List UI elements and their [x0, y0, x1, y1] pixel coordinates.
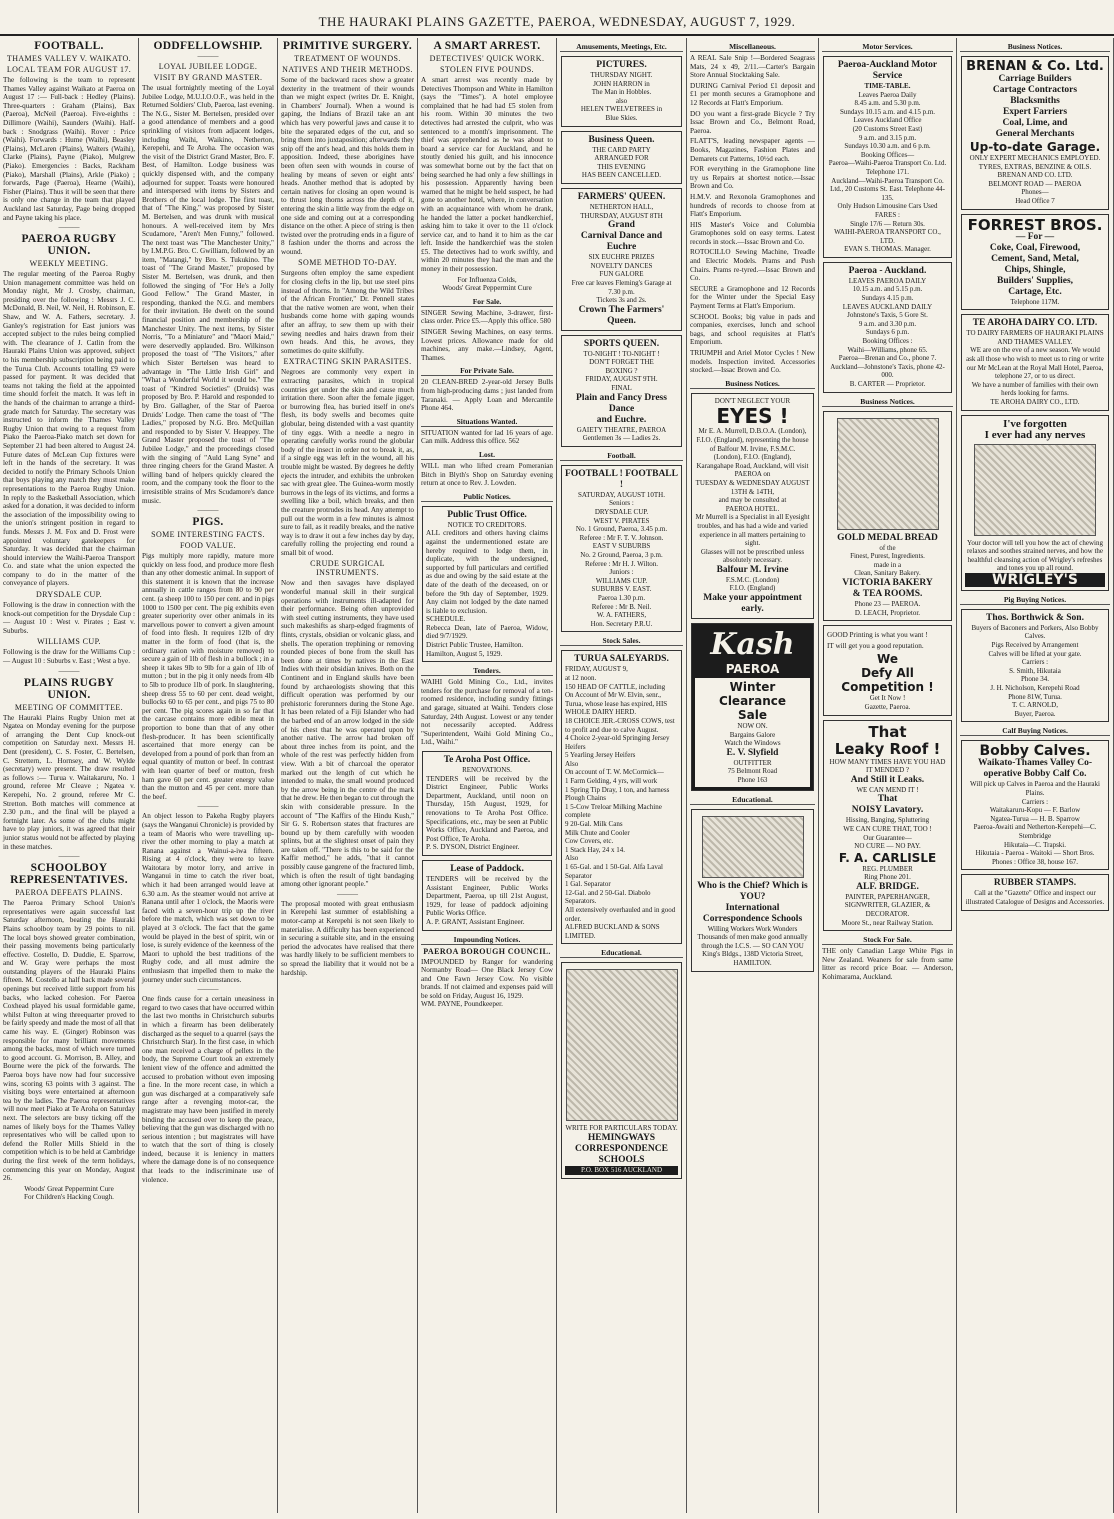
arrest-heading: A SMART ARREST.: [433, 40, 541, 52]
ics-body: Willing Workers Work Wonders Thousands of men make good annually through the I.C.S. — SO CAN YOU King's Bldgs., 138D Victoria Street, HAMILTON.: [697, 924, 808, 967]
paddock-lease-ad: [422, 860, 552, 931]
carnival-dance-heading: Grand Carnival Dance and Euchre: [580, 220, 663, 253]
singer-ad-1: SINGER Sewing Machine, 3-drawer, first-class order. Price £5.—Apply this office. 580: [421, 308, 553, 326]
paeroa-auckland-ad: [823, 262, 952, 393]
kash-body: NOW ON. Bargains Galore Watch the Windows: [724, 722, 781, 748]
fancy-dress-heading: Plain and Fancy Dress Dance and Euchre.: [576, 392, 667, 425]
wrigleys-ad: [961, 415, 1109, 591]
educational-section: Educational.: [560, 948, 683, 958]
pig-buying-section: Pig Buying Notices.: [960, 595, 1110, 605]
oddfellowship-body: The usual fortnightly meeting of the Loyal Jubilee Lodge, M.U.I.O.O.F., was held in the Returned Soldiers' Club, Paeroa, last evening. The N.G., Sister M. Bertelsen, presided over a good attendance of members and a good sprinkling of visitors from adjacent lodges, including Waihi, Waikino, Netherton, Kerepehi, and Te Aroha. The occasion was the visit of the District Grand Master, Bro. F. Best, of Hamilton. Lodge business was quickly dispensed with, and the company adjourned for supper. Toasts were honoured and interspersed with items by Sisters and Brothers of the local lodge. The first toast, that of "The King," was proposed by Sister M. Bertelsen, and was drunk with musical honours. A well-received item by Mrs Scudamore, "Aren't Men Funny," followed. The next toast was "The Manchester Unity," by I.M.P.G. Bro. C. Gwilliam, followed by an item, "Matangi," by Bro. S. Tukukino. The toast of "The Grand Master," proposed by Sister M. Bertelsen, was drunk, and then followed the singing of "For He's a Jolly Good Fellow." The Grand Master, in responding, thanked the N.G. and members for their invitation. He dwelt on the sound financial position and membership of the Manchester Unity. The next items, by Sister Norris, "To a Miniature" and "Maori Maid," were deservedly applauded. Bro. Wilkinson proposed the toast of "The Visitors," after which Sister Bertelsen was heard to advantage in "The Little Irish Girl" and "What a Wonderful World it would be." The toast of "Kindred Societies" (Druids) was proposed by Bro. P. Harold and responded to by Bro. Gallagher, of the Star of Paeroa Druids' Lodge. Then came the toast of "The Ladies," proposed by N.G. Bro. McQuillan and responded to by Sister V. Heappey. The Grand Master proposed the toast of "The Jubilee Lodge," and the proceedings closed with the singing of "Auld Lang Syne" and three ringing cheers for the Grand Master. A willing band of helpers quickly cleared the room, and the company took the floor to the irresistible strains of Mrs Scudamore's dance music.: [142, 84, 274, 505]
dairy-co-body: TO DAIRY FARMERS OF HAURAKI PLAINS AND THAMES VALLEY. WE are on the eve of a new season. We would ask all those who wish to meet us to ring or write our Mr McLean at the Royal Mall Hotel, Paeroa, telephone 27, or to us direct. We have a number of families with their own herds looking for farms. TE AROHA DAIRY CO., LTD.: [966, 329, 1104, 406]
forrest-phone: Telephone 117M.: [1010, 297, 1060, 306]
farmers-queen-body: NETHERTON HALL, THURSDAY, AUGUST 8TH: [580, 202, 663, 220]
garage-heading: Up-to-date Garage.: [969, 140, 1101, 154]
schoolboy-body: The Paeroa Primary School Union's representatives were again successful last Saturday afternoon, beating the Hauraki Plains schoolboy team by 29 points to nil. The local boys showed greater combination, their passing movements being particularly effective. Costello, D. Duddie, E. Sparrow, and W. Gray were perhaps the most outstanding players of the Hauraki Plains fifteen. M. Costello at half back made several openings but received little support from his backs, who lacked cohesion. For Paeroa Coxhead played his usual formidable game, whilst Fulton at wing threequarter proved to be fairly speedy and made the most of all that came his way. E. (Ginger) Robinson was responsible for many brilliant movements among the backs, most of which were turned to good account. G. Morrison, B. Alley, and Bourne were the pick of the forwards. The Paeroa boys have now had four successive wins, scoring 63 points with 3 against. The visiting boys were entertained at afternoon tea by the ladies. The Paeroa representatives will now meet Piako at Te Aroha on Saturday next. The selectors are busy ticking off the names of likely boys for the Thames Valley representatives who will be called upon to defend the Roller Mills Shield in the competition which is to be held at Cambridge during the first week of the term holidays, commencing this year on Monday, August 26.: [3, 899, 135, 1183]
motor-camp-body: The proposal mooted with great enthusiasm in Kerepehi last summer of establishing a motor-camp at Kerepehi is not seen likely to materialise. A difficulty has been experienced in securing a suitable site, and in the ensuing period the advocates have realised that there was hardly likely to be sufficient members to so spread the liability that it would not be a hardship.: [281, 899, 414, 977]
post-office-body: TENDERS will be received by the District Engineer, Public Works Department, Auckland, until noon on Thursday, 15th August, 1929, for renovations to Te Aroha Post Office. Specifications, etc., may be seen at Public Works Office, Auckland and Paeroa, and Post Office, Te Aroha. P. S. DYSON, District Engineer.: [426, 774, 548, 852]
hemingways-ad: [561, 962, 682, 1178]
misc-ad-4: FLATT'S, leading newspaper agents — Books, Magazines, Fashion Plates and Demarets cut Patterns, 10½d each.: [690, 137, 815, 163]
bigger-salary-illustration-icon: [566, 969, 678, 1121]
paeroa-auckland-body: LEAVES PAEROA DAILY 10.15 a.m. and 5.15 p.m. Sundays 4.15 p.m. LEAVES AUCKLAND DAILY Johnstone's Taxis, 5 Gore St. 9 a.m. and 3.30 p.m. Sundays 6 p.m. Booking Offices : Waihi—Williams, phone 65. Paeroa—Brenan and Co., phone 7. Auckland—Johnstone's Taxis, phone 42-000. B. CARTER — Proprietor.: [830, 276, 945, 388]
football-fixtures-body: SATURDAY, AUGUST 10TH. Seniors : DRYSDALE CUP. WEST V. PIRATES No. 1 Ground, Paeroa, 3.45 p.m. Referee : Mr F. T. V. Johnson. EAST V SUBURBS No. 2 Ground, Paeroa, 3 p.m. Referee : Mr H. J. Wilton. Juniors : WILLIAMS CUP. SUBURBS V. EAST. Paeroa 1.30 p.m. Referee : Mr B. Neil. W. A. FATHERS, Hon. Secretary P.R.U.: [575, 490, 668, 628]
pictures-heading: PICTURES.: [596, 60, 647, 70]
column-8: [957, 38, 1114, 1513]
public-trust-body: ALL creditors and others having claims against the undermentioned estate are hereby required to lodge them, in duplicate, with the undersigned, supported by full particulars and certified as due and owing by the said estate at the date of the death of the deceased, on or before the 9th day of September, 1929. Any claim not lodged by the date named is liable to exclusion. SCHEDULE. Rebecca Dean, late of Paeroa, Widow, died 9/7/1929. District Public Trustee, Hamilton. Hamilton, August 5, 1929.: [426, 529, 548, 658]
balfour-name: Balfour M. Irvine: [716, 564, 789, 575]
brenan-heading: BRENAN & Co. Ltd.: [966, 59, 1104, 74]
natives-subheading: NATIVES AND THEIR METHODS.: [282, 65, 413, 74]
crown-farmers-queen: Crown The Farmers' Queen.: [578, 304, 665, 326]
ics-heading: International Correspondence Schools: [702, 902, 803, 924]
williams-cup-subheading: WILLIAMS CUP.: [37, 637, 101, 647]
for-sale-section: For Sale.: [421, 297, 553, 307]
printing-line-1: GOOD Printing is what you want !: [827, 631, 928, 640]
business-queen-heading: Business Queen.: [588, 134, 655, 145]
carlisle-name: F. A. CARLISLE: [838, 850, 937, 865]
business-queen-ad: [561, 131, 682, 184]
column-2: ODDFELLOWSHIP. ——— LOYAL JUBILEE LODGE. VISIT BY GRAND MASTER. The usual fortnightly meeting of the Loyal Jubilee Lodge, M.U.I.O.O.F., was held in the Returned Soldiers' Club, Paeroa, last evening. The N.G., Sister M. Bertelsen, presided over a good attendance of members and a good sprinkling of visitors from adjacent lodges, including Waihi, Waikino, Netherton, Kerepehi, and Te Aroha. The occasion was the visit of the District Grand Master, Bro. F. Best, of Hamilton. Lodge business was quickly dispensed with, and the company adjourned for supper. Toasts were honoured and interspersed with items by Sisters and Brothers of the local lodge. The first toast, that of "The King," was proposed by Sister M. Bertelsen, and was drunk with musical honours. A well-received item by Mrs Scudamore, "Aren't Men Funny," followed. The next toast was "The Manchester Unity," by I.M.P.G. Bro. C. Gwilliam, followed by an item, "Matangi," by Bro. S. Tukukino. The toast of "The Grand Master," proposed by Sister M. Bertelsen, was drunk, and then followed the singing of "For He's a Jolly Good Fellow." The Grand Master, in responding, thanked the N.G. and members for their invitation. He dwelt on the sound financial position and membership of the Manchester Unity. The next items, by Sister Norris, "To a Miniature" and "Maori Maid," were deservedly applauded. Bro. Wilkinson proposed the toast of "The Visitors," after which Sister Bertelsen was heard to advantage in "The Little Irish Girl" and "What a Wonderful World it would be." The toast of "Kindred Societies" (Druids) was proposed by Bro. P. Harold and responded to by Bro. Gallagher, of the Star of Paeroa Druids' Lodge. Then came the toast of "The Ladies," proposed by N.G. Bro. McQuillan and responded to by Sister V. Heappey. The Grand Master proposed the toast of "The Jubilee Lodge," and the proceedings closed with the singing of "Auld Lang Syne" and three ringing cheers for the Grand Master. A willing band of helpers quickly cleared the room, and the company took the floor to the irresistible strains of Mrs Scudamore's dance music. ——— PIGS. SOME INTERESTING FACTS. FOOD VALUE. Pigs multiply more rapidly, mature more quickly on less food, and produce more flesh than any other domestic animal. In support of this statement it is known that the increase annually in cattle ranges from 80 to 90 per cent. (a sheep 100 to 150 per cent. and in pigs 1000 to 1500 per cent. The pig exhibits even greater superiority over other animals in its marvellous power to convert a given amount of food into flesh. It requires 12lb of dry matter in the form of food (that is, the ordinary ration with moisture removed) to secure a gain of 1lb of flesh in a bullock ; in a sheep it takes 9lb to 9lb for a gain of 1lb of mutton ; but in the pig it only needs from 4lb to 5lb to produce 1lb of pork. In slaughtering, sheep dress 55 to 60 per cent. dead weight, bullocks 60 to 65 per cent., and pigs 75 to 80 per cent. The pig scores again in so far that the carcase contains more edible meat in proportion to bone than that of any other flesh-producer. It has been scientifically ascertained that more energy can be developed from a pound of pork than from an equal quantity of mutton or beef. In contrast with lean quarter of beef or mutton, fresh ham gave 60 per cent. greater energy value than the mutton and 45 per cent. more than the beef. ——— An object lesson to Pakeha Rugby players (says the Wanganui Chronicle) is provided by a team of Maoris who were travelling up-river the other morning to play a match at Ranana against a Wainui-a-iwa fifteen. Rising at 4 o'clock, they were to leave Waitotara by motor lorry, and arrive in Wanganui in time to catch the river boat, which it had been arranged would leave at 6.30 a.m. As the steamer would not arrive at Ranana until after 1 o'clock, the Maoris were faced with a seven-hour trip up the river before the match, which was set down to be played at 3 o'clock. The fact that the game would be played in the best of spirit, win or lose, is surely evidence of the keenness of the Maori to uphold the best traditions of the Rugby code, and all must admire the enthusiasm that impelled them to make the journey under such circumstances. ——— One finds cause for a certain uneasiness in regard to two cases that have occurred within the last two months in Christchurch suburbs in which a firearm has been deliberately discharged as the sequel to a quarrel (says the Christchurch Star). In the first case, in which one man received a charge of pellets in the body, the Supreme Court took an extremely lenient view of the offence and admitted the accused to probation without even imposing a fine. In the more recent case, in which a gun was discharged at a comparatively safe range after a revenging motor-car, the magistrate may have been justified in merely binding the accused over to keep the peace, believing that the gun was discharged with no serious intention ; but magistrates will have to watch that the sort of thing is closely indeed, because it is leniency in matters where the damage done is of no consequence that leads to the indiscriminate use of violence.: [139, 38, 278, 1513]
alf-bridge-body: PAINTER, PAPERHANGER, SIGNWRITER, GLAZIER, & DECORATOR. Moore St., near Railway Station.: [841, 892, 934, 927]
business-notices-section-2: Business Notices.: [822, 397, 953, 407]
bobby-calf-co-name: Waikato-Thames Valley Co-operative Bobby Calf Co.: [977, 758, 1092, 780]
column-6: [687, 38, 819, 1513]
football-subheading-2: LOCAL TEAM FOR AUGUST 17.: [6, 65, 132, 74]
public-notices-section: Public Notices.: [421, 492, 553, 502]
lost-ad: WILL man who lifted cream Pomeranian Bitch in Blyth's Shop on Saturday evening return at once to Rev. J. Lowden.: [421, 461, 553, 488]
borthwick-ad: [961, 609, 1109, 723]
borough-heading: PAEROA BOROUGH COUNCIL.: [423, 946, 551, 956]
schoolboy-heading: SCHOOLBOY REPRESENTATIVES.: [10, 862, 128, 887]
rubber-stamps-heading: RUBBER STAMPS.: [993, 878, 1077, 889]
bobby-calves-heading: Bobby Calves.: [979, 743, 1091, 760]
drysdale-cup-subheading: DRYSDALE CUP.: [35, 590, 103, 600]
wrigleys-body: Your doctor will tell you how the act of chewing relaxes and soothes strained nerves, and how the healthful cleansing action of Wrigley's refreshes and tones you up all round.: [966, 538, 1104, 573]
surgery-body-2: Surgeons often employ the same expedient for closing clefts in the lip, but use steel pins instead of thorns. In "Among the Wild Tribes of the African Frontier," Dr. Pennell states that the native women are wont, when their husbands come home with gaping wounds after an affray, to sew them up with their sewing needles and hairs drawn from their own heads. And this, he avows, they sometimes do quite skilfully.: [281, 269, 414, 355]
misc-ad-9: SECURE a Gramophone and 12 Records for the Winter under the Special Easy Payment Terms at Flatt's Emporium.: [690, 284, 815, 311]
singer-ad-2: SINGER Sewing Machines, on easy terms. Lowest prices. Allowance made for old machines, any make.—Lindsey, Agent, Thames.: [421, 328, 553, 362]
masthead-title: THE HAURAKI PLAINS GAZETTE, PAEROA, WEDNESDAY, AUGUST 7, 1929.: [318, 14, 796, 29]
eyes-ad: [691, 393, 814, 619]
football-heading: FOOTBALL.: [34, 40, 104, 52]
kash-logo: Kash: [710, 627, 795, 663]
surgery-body-4: Now and then savages have displayed wonderful manual skill in their surgical operations with instruments ill-adapted for their performance. Being often unprovided with steel cutting instruments, they have used such makeshifts as sharp-edged fragments of flints, crystals, obsidian or volcanic glass, and shells. The operation trephining or removing rounded pieces of bone from the skull has been done at times by natives in the East Indies with their obsidian knives. Both on the Continent and in England skulls have been found by archaeologists showing that this difficult operation was performed by our prehistoric forerunners during the Stone Age. It has been related of a Fiji Islander who had the barbed end of an arrow lodged in the side of his chest that he was operated upon by another native. The arrow had broken off about three inches from its point, and the whole of the rest was perfectly hidden from view. With a bit of charcoal the operator marked out the length of cut which he intended to make, the small wound produced by the arrow being in the centre of the mark that he drew. He then began to cut through the skin with considerable pressure. In the account of "The Kaffirs of the Hindu Kush," Sir G. S. Robertson states that fractures are bound up by them carefully with wooden splints, but at the slightest onset of pain they are taken off. "There is this to be said for the Kaffir method," he adds, "that it cannot possibly cause gangrene of the fractured limb, which is often the result of tight bandaging among other ignorant people.": [281, 579, 414, 889]
printing-ad: [823, 625, 952, 715]
educational-section-2: Educational.: [690, 795, 815, 805]
sports-queen-body: TO-NIGHT ! TO-NIGHT ! DON'T FORGET THE BOXING ? FRIDAY, AUGUST 9TH. FINAL: [583, 349, 660, 393]
workers-illustration-icon: [702, 816, 804, 878]
dairy-co-heading: TE AROHA DAIRY CO. LTD.: [972, 318, 1098, 329]
column-4: [418, 38, 557, 1513]
stock-for-sale-section: Stock For Sale.: [822, 935, 953, 945]
farmers-queen-details: SIX EUCHRE PRIZES NOVELTY DANCES FUN GALORE Free car leaves Fleming's Garage at 7.30 p.m. Tickets 3s and 2s.: [571, 253, 672, 305]
farmers-queen-ad: [561, 188, 682, 331]
plains-rugby-heading: PLAINS RUGBY UNION.: [23, 676, 115, 701]
waihi-tender-ad: WAIHI Gold Mining Co., Ltd., invites tenders for the purchase for removal of a ten-roomed residence, including sundry fittings and garage, situated at Waihi. Tenders close Saturday, 24th August. Lowest or any tender not necessarily accepted. Address "Superintendent, Waihi Gold Mining Co., Ltd., Waihi.": [421, 678, 553, 747]
farmers-queen-heading: FARMERS' QUEEN.: [577, 191, 666, 202]
jersey-bulls-ad: 20 CLEAN-BRED 2-year-old Jersey Bulls from high-producing dams ; just landed from Taranaki. — Apply Loan and Mercantile Phone 464.: [421, 378, 553, 413]
dairy-co-ad: [961, 314, 1109, 410]
grand-master-subheading: VISIT BY GRAND MASTER.: [153, 73, 263, 82]
committee-subheading: MEETING OF COMMITTEE.: [14, 702, 124, 712]
football-article-body: The following is the team to represent Thames Valley against Waikato at Paeroa on August 17 :— Full-back : Hedley (Plains). Three-quarters : Graham (Plains), Bax (Paeroa), McNeil (Paeroa). Five-eighths : Dillimore (Waihi), Saunders (Waihi). Half-back : Snodgrass (Waihi). Rover : Price (Waihi). Forwards : Hume (Waihi), Beasley (Plains), McLaren (Plains), Walters (Waihi), Clarke (Plains), Payne (Piako), Mulgrew (Piako). Emergencies : Backs, Rackham (Piako), Marshall (Plains), Arkle (Piako) ; forwards, Page (Paeroa), Hearne (Waihi), Fisher (Plains). Thus it will be seen that there is only one change in the team that played Auckland last Saturday, Page being dropped and Payne taking his place.: [3, 76, 135, 222]
surgery-body-1: Some of the backward races show a greater dexterity in the treatment of their wounds than we might expect (writes Dr. E. Knight, in Chambers' Journal). When a wound is gaping, the Indians of Brazil take an ant which has very powerful jaws and cause it to bite the separated edges of the cut, and so bring them into juxtaposition; afterwards they snip off the ant's head, and this holds them in apposition. Indeed, these aborigines have been often seen with wounds in course of healing by means of seven or eight ants' heads. Another method that is adopted by certain natives for closing an open wound is to thrust long thorns across the depth of it, entering the skin a little way from the edge on one side and coming out at a corresponding distance on the other. A piece of string is then twisted over the protruding ends in a figure of 8 fashion under the thorns and across the wound.: [281, 76, 414, 256]
gazette-line: Get It Now ! Gazette, Paeroa.: [864, 694, 911, 711]
hemingways-address: P.O. BOX 516 AUCKLAND: [565, 1166, 678, 1175]
oddfellowship-heading: ODDFELLOWSHIP.: [153, 40, 263, 52]
maori-rugby-body: An object lesson to Pakeha Rugby players (says the Wanganui Chronicle) is provided by a team of Maoris who were travelling up-river the other morning to play a match at Ranana against a Wainui-a-iwa fifteen. Rising at 4 o'clock, they were to leave Waitotara by motor lorry, and arrive in Wanganui in time to catch the river boat, which it had been arranged would leave at 6.30 a.m. As the steamer would not arrive at Ranana until after 1 o'clock, the Maoris were faced with a seven-hour trip up the river before the match, which was set down to be played at 3 o'clock. The fact that the game would be played in the best of spirit, win or lose, is surely evidence of the keenness of the Maori to uphold the best traditions of the Rugby code, and all must admire the enthusiasm that impelled them to make the journey under such circumstances.: [142, 812, 274, 984]
football-subheading: THAMES VALLEY V. WAIKATO.: [6, 54, 132, 63]
misc-ad-6: H.M.V. and Rexonola Gramophones and hundreds of records to choose from at Flatt's Emporium.: [690, 192, 815, 219]
surgery-heading: PRIMITIVE SURGERY.: [282, 40, 413, 52]
child-bread-illustration-icon: [837, 418, 939, 530]
woman-illustration-icon: [974, 444, 1096, 536]
eyes-heading: EYES !: [716, 404, 789, 429]
rubber-stamps-body: Call at the "Gazette" Office and inspect our illustrated Catalogue of Designs and Accessories.: [965, 889, 1105, 906]
football-fixtures-heading: FOOTBALL ! FOOTBALL !: [565, 468, 678, 490]
carlisle-body: REG. PLUMBER Ring Phone 201.: [862, 864, 913, 882]
situations-section: Situations Wanted.: [421, 417, 553, 427]
saleyards-body: FRIDAY, AUGUST 9, at 12 noon. 150 HEAD OF CATTLE, including On Account of Mr W. Elvin, senr., Turua, whose lease has expired, HIS WHOLE DAIRY HERD. 18 CHOICE JER.-CROSS COWS, test to profit and due to calve August. 4 Choice 2-year-old Springing Jersey Heifers 5 Yearling Jersey Heifers Also On account of T. W. McCormick— 1 Farm Gelding, 4 yrs, will work 1 Spring Tip Dray, 1 ton, and harness Plough Chains 1 5-Cow Treloar Milking Machine complete 9 20-Gal. Milk Cans Milk Chute and Cooler Cow Covers, etc. 1 Stack Hay, 24 x 14. Also 1 65-Gal. and 1 50-Gal. Alfa Laval Separator 1 Gal. Separator 12-Gal. and 2 50-Gal. Diabolo Separators. All extensively overhauled and in good order. ALFRED BUCKLAND & SONS LIMITED.: [565, 665, 676, 940]
mend-it: WE CAN MEND IT !: [856, 785, 919, 794]
weekly-meeting-subheading: WEEKLY MEETING.: [29, 259, 109, 269]
misc-ad-10: SCHOOL Books; big value in pads and companies, exercises, lunch and school bags, and school requisites at Flatt's Emporium.: [690, 312, 815, 347]
gold-medal-ad: [823, 411, 952, 622]
business-queen-body: THE CARD PARTY ARRANGED FOR THIS EVENING HAS BEEN CANCELLED.: [581, 145, 662, 180]
leaky-roof-heading: That Leaky Roof !: [834, 722, 941, 758]
football-fixtures-ad: [561, 465, 682, 633]
stolen-subheading: STOLEN FIVE POUNDS.: [440, 65, 534, 74]
pigs-body: Pigs multiply more rapidly, mature more quickly on less food, and produce more flesh than any other domestic animal. In support of this statement it is known that the increase annually in cattle ranges from 80 to 90 per cent. (a sheep 100 to 150 per cent. and in pigs 1000 to 1500 per cent. The pig exhibits even greater superiority over other animals in its marvellous power to convert a given amount of food into flesh. It requires 12lb of dry matter in the form of food (that is, the ordinary ration with moisture removed) to secure a gain of 1lb of flesh in a bullock ; in a sheep it takes 9lb to 9lb for a gain of 1lb of mutton ; but in the pig it only needs from 4lb to 5lb to produce 1lb of pork. In slaughtering, sheep dress 55 to 60 per cent. dead weight, bullocks 60 to 65 per cent., and pigs 75 to 80 per cent. The pig scores again in so far that the carcase contains more edible meat in proportion to bone than that of any other flesh-producer. It has been scientifically ascertained that more energy can be developed from a pound of pork than from an equal quantity of mutton or beef. In contrast with lean quarter of beef or mutton, fresh ham gave 60 per cent. greater energy value than the mutton and 45 per cent. more than the beef.: [142, 552, 274, 801]
bakery-footer: Phone 23 — PAEROA. D. LEACH, Proprietor.: [854, 599, 921, 617]
detectives-subheading: DETECTIVES' QUICK WORK.: [429, 54, 545, 63]
calf-buying-section: Calf Buying Notices.: [960, 726, 1110, 736]
williams-cup-body: Following is the draw for the Williams Cup :— August 10 : Suburbs v. East ; West a bye.: [3, 648, 135, 666]
paddock-heading: Lease of Paddock.: [450, 863, 524, 874]
private-sale-section: For Private Sale.: [421, 366, 553, 376]
plumber-ad: [823, 720, 952, 932]
tenders-section: Tenders.: [421, 666, 553, 676]
football-section: Football.: [560, 451, 683, 461]
bobby-calves-body: Will pick up Calves in Paeroa and the Hauraki Plains. Carriers : Waitakaruru-Kopu — F. Barlow Ngatea-Turua — H. B. Sparrow Paeroa-Awaiti and Netherton-Kerepehi—C. Stembridge Hikutaia—C. Trapski. Hikutaia - Paeroa - Waitoki — Short Bros. Phones : Office 38, house 167.: [970, 780, 1100, 866]
brenan-ad: [961, 56, 1109, 210]
borthwick-body: Buyers of Baconers and Porkers, Also Bobby Calves. Pigs Received by Arrangement Calves will be lifted at your gate. Carriers : S. Smith, Hikutaia Phone 34. J. H. Nicholson, Kerepehi Road Phone 81W, Turua. T. C. ARNOLD, Buyer, Paeroa.: [971, 623, 1099, 718]
arrest-body: A smart arrest was recently made by Detectives Thompson and White in Hamilton (says the "Times"). A hotel employee complained that he had had £5 stolen from his room. Within 30 minutes the two detectives had arrested the culprit, who was sentenced to a month's imprisonment. The thief was apprehended as he was about to board a service car for Auckland, and he stoutly denied his guilt, and his innocence was somewhat borne out by the fact that on being searched he had only a few shillings in his possession. Apparently having been warned that he might be held suspect, he had gone to another hotel, where, in conversation with an acquaintance with whom he drank, he handed the latter a pocket handkerchief, asking him to take it over to the 11 o'clock service car, and to hand it to him as the car left. Inside the handkerchief was the stolen £5. The detectives had to work swiftly, and within 20 minutes they had the man and the money in their possession.: [421, 76, 553, 274]
food-value-subheading: FOOD VALUE.: [179, 541, 237, 551]
wounds-subheading: TREATMENT OF WOUNDS.: [294, 54, 401, 63]
post-office-subheading: RENOVATIONS.: [462, 766, 512, 774]
forrest-body: — For — Coke, Coal, Firewood, Cement, Sand, Metal, Chips, Shingle, Builders' Supplies, Cartage, Etc.: [989, 231, 1081, 297]
misc-ad-5: FOR everything in the Gramophone line try us Repairs at shortest notice.—Issac Brown and Co.: [690, 165, 815, 191]
sports-queen-heading: SPORTS QUEEN.: [583, 338, 660, 349]
column-5: [557, 38, 687, 1513]
motor-service-ad: [823, 56, 952, 258]
misc-ad-2: DURING Carnival Period £1 deposit and £1 per month secures a Gramophone and 12 Records at Flatt's Emporium.: [690, 81, 815, 107]
public-trust-ad: [422, 506, 552, 663]
post-office-heading: Te Aroha Post Office.: [443, 755, 531, 765]
printing-line-2: IT will get you a good reputation.: [827, 641, 924, 650]
misc-ad-1: A REAL Sale Snip !—Bordered Seagrass Mats, 24 x 49, 2/11.—Carter's Bargain Store Annual Stocktaking Sale.: [690, 54, 815, 80]
misc-ad-3: DO you want a first-grade Bicycle ? Try Issac Brown and Co., Belmont Road, Paeroa.: [690, 109, 815, 135]
method-today-subheading: SOME METHOD TO-DAY.: [298, 258, 397, 268]
forrest-heading: FORREST BROS.: [967, 215, 1103, 234]
winter-clearance-heading: Winter Clearance Sale: [719, 680, 786, 723]
public-trust-heading: Public Trust Office.: [447, 509, 527, 520]
sports-queen-ad: [561, 335, 682, 447]
firearm-body: One finds cause for a certain uneasiness in regard to two cases that have occurred within the last two months in Christchurch suburbs in which a firearm has been deliberately discharged as the sequel to a quarrel (says the Christchurch Star). In the first case, in which one man received a charge of pellets in the body, the Supreme Court took an extremely lenient view of the offence and admitted the accused to probation without even imposing a fine. In the more recent case, in which a gun was discharged at a comparatively safe range after a revenging motor-car, the magistrate may have been justified in merely binding the accused over to keep the peace, believing that the gun was discharged with no serious intention ; but magistrates will have to watch that the sort of thing is closely indeed, because it is leniency in matters where the damage done is of no consequence that leads to the indiscriminate use of violence.: [142, 995, 274, 1184]
ics-question: Who is the Chief? Which is YOU?: [697, 880, 808, 902]
paddock-body: TENDERS will be received by the Assistant Engineer, Public Works Department, Paeroa, up till 21st August, 1929, for lease of paddock adjoining Public Works Office. A. P. GRANT, Assistant Engineer.: [426, 874, 548, 926]
paeroa-auckland-heading: Paeroa - Auckland.: [848, 265, 927, 276]
misc-ad-11: TRIUMPH and Ariel Motor Cycles ! New models. Inspection invited. Accessories stocked.—Issac Brown and Co.: [690, 349, 815, 375]
plains-rugby-body: The Hauraki Plains Rugby Union met at Ngatea on Monday evening for the purpose of arranging the Dent Cup knock-out competition on Saturday next. Messrs H. Dent (president), C. S. Foster, C. Bertelsen, C. Strettern, L. Hornsey, and W. Wylde (secretary) were present. The draw resulted as follows :— Turua v. Waitakaruru, No. 1 ground, referee Mr Cleave ; Ngatea v. Kerepehi, No. 2 ground, referee Mr C. Stretton. Both matches will commence at 2.30 p.m., and the final will be played a fortnight later. As some of the clubs might have to play juniors, it was agreed that their junior status would not be affected by playing in these matches.: [3, 713, 135, 851]
miscellaneous-section: Miscellaneous.: [690, 42, 815, 52]
saleyards-ad: [561, 650, 682, 944]
kash-town: PAEROA: [725, 662, 780, 677]
sports-queen-details: GAIETY THEATRE, PAEROA Gentlemen 3s — Ladies 2s.: [576, 425, 667, 443]
appointment-line: Make your appointment early.: [703, 593, 802, 615]
lost-section: Lost.: [421, 450, 553, 460]
slyfield-address: OUTFITTER 75 Belmont Road Phone 163: [727, 758, 778, 785]
misc-ad-8: ROTOCILLO Sewing Machine, Treadle and Electric Models. Prams and Push Chairs. Prams re-tyred.—Issac Brown and Co.: [690, 248, 815, 283]
impounding-section: Impounding Notices.: [421, 935, 553, 945]
instruments-subheading: CRUDE SURGICAL INSTRUMENTS.: [310, 559, 385, 578]
balfour-qualifications: F.S.M.C. (London) F.I.O. (England): [725, 575, 780, 593]
eyes-top: DON'T NEGLECT YOUR: [714, 396, 791, 405]
jubilee-lodge-subheading: LOYAL JUBILEE LODGE.: [158, 62, 258, 71]
surgery-body-3: Negroes are commonly very expert in extracting parasites, which in tropical countries get under the skin and cause much irritation there. Soon after the female jigger, or burrowing flea, has buried itself in one's flesh, its body swells and becomes quite globular, being distended with a vast quantity of tiny eggs. With a needle a negro in operating carefully works round the globular body of the insect in order not to break it, as, if a single egg was left in the wound, all his trouble might be wasted. By degrees he deftly ejects the intruder, and exhibits the unbroken sac with great glee. The Guinea-worm mostly burrows in the legs of its victims, and forms a swelling like a boil, which breaks, and then the creature protrudes its head. Any attempt to pull out the worm in a few minutes is almost sure to fail, as it readily breaks, and the native way is to draw it out a few inches day by day, carefully rolling the projecting end round a small bit of wood.: [281, 368, 414, 557]
impound-body: IMPOUNDED by Ranger for wandering Normanby Road— One Black Jersey Cow and One Fawn Jersey Cow. No visible brands. If not claimed and expenses paid will be sold on Friday, August 16, 1929. WM. PAYNE, Poundkeeper.: [421, 957, 553, 1009]
timetable-subheading: TIME-TABLE.: [864, 82, 911, 90]
pictures-ad: [561, 56, 682, 127]
rubber-stamps-ad: [961, 874, 1109, 910]
schoolboy-subheading: PAEROA DEFEATS PLAINS.: [15, 888, 123, 898]
pigs-subheading: SOME INTERESTING FACTS.: [151, 530, 265, 540]
borthwick-heading: Thos. Borthwick & Son.: [986, 612, 1084, 623]
pigs-heading: PIGS.: [192, 516, 224, 529]
garage-body: ONLY EXPERT MECHANICS EMPLOYED. TYRES, EXTRAS, BENZINE & OILS. BRENAN AND CO. LTD. BELMONT ROAD — PAEROA Phones— Head Office 7: [969, 154, 1101, 205]
public-trust-subheading: NOTICE TO CREDITORS.: [447, 520, 527, 529]
motor-service-body: Leaves Paeroa Daily 8.45 a.m. and 5.30 p.m. Sundays 10.15 a.m. and 4.15 p.m. Leaves Auckland Office (20 Customs Street East) 9 a.m. and 3.15 p.m. Sundays 10.30 a.m. and 6 p.m. Booking Offices— Paeroa—Waihi-Paeroa Transport Co. Ltd. Telephone 171. Auckland—Waihi-Paeroa Transport Co. Ltd., 20 Customs St. East. Telephone 44-135. Only Hudson Limousine Cars Used FARES : Single 17/6 — Return 30s. WAIHI-PAEROA TRANSPORT CO., LTD. EVAN S. THOMAS. Manager.: [828, 90, 947, 254]
leaky-roof-body: HOW MANY TIMES HAVE YOU HAD IT MENDED ?: [829, 757, 946, 775]
gold-medal-heading: GOLD MEDAL BREAD: [837, 532, 938, 543]
victoria-bakery-name: VICTORIA BAKERY & TEA ROOMS.: [842, 577, 933, 599]
wrigleys-brand: WRIGLEY'S: [965, 573, 1105, 587]
pigs-for-sale-ad: THE only Canadian Large White Pigs in New Zealand. Weaners for sale from same litter as record price Boar. — Anderson, Kohimarama, Auckland.: [822, 947, 953, 982]
post-office-ad: [422, 751, 552, 856]
pictures-body: THURSDAY NIGHT. JOHN HARRON in The Man in Hobbles. also HELEN TWELVETREES in Blue Skies.: [580, 71, 663, 122]
business-notices-section: Business Notices.: [690, 379, 815, 389]
motor-service-heading: Paeroa-Auckland Motor Service: [837, 60, 938, 81]
gold-medal-body: of the Finest, Purest, Ingredients. made in a Clean, Sanitary Bakery.: [850, 543, 925, 578]
brenan-body: Carriage Builders Cartage Contractors Blacksmiths Expert Farriers Coal, Lime, and General Merchants: [992, 74, 1078, 139]
forrest-ad: [961, 214, 1109, 311]
drysdale-cup-body: Following is the draw in connection with the knock-out competition for the Drysdale Cup :— August 10 : West v. Pirates ; East v. Suburbs.: [3, 601, 135, 635]
noisy-lavatory-heading: That NOISY Lavatory.: [851, 794, 924, 816]
situation-ad: SITUATION wanted for lad 16 years of age. Can milk. Address this office. 562: [421, 428, 553, 446]
kash-ad: [691, 623, 814, 791]
hemingways-body: WRITE FOR PARTICULARS TODAY.: [565, 1124, 678, 1133]
bobby-calves-ad: [961, 740, 1109, 870]
column-3: PRIMITIVE SURGERY. TREATMENT OF WOUNDS. NATIVES AND THEIR METHODS. Some of the backward races show a greater dexterity in the treatment of their wounds than we might expect (writes Dr. E. Knight, in Chambers' Journal). When a wound is gaping, the Indians of Brazil take an ant which has very powerful jaws and cause it to bite the separated edges of the cut, and so bring them into juxtaposition; afterwards they snip off the ant's head, and this holds them in apposition. Indeed, these aborigines have been often seen with wounds in course of healing by means of seven or eight ants' heads. Another method that is adopted by certain natives for closing an open wound is to thrust long thorns across the depth of it, entering the skin a little way from the edge on one side and coming out at a corresponding distance on the other. A piece of string is then twisted over the protruding ends in a figure of 8 fashion under the thorns and across the wound. SOME METHOD TO-DAY. Surgeons often employ the same expedient for closing clefts in the lip, but use steel pins instead of thorns. In "Among the Wild Tribes of the African Frontier," Dr. Pennell states that the native women are wont, when their husbands come home with gaping wounds after an affray, to sew them up with their sewing needles and hairs drawn from their own heads. And this, he avows, they sometimes do quite skilfully. EXTRACTING SKIN PARASITES. Negroes are commonly very expert in extracting parasites, which in tropical countries get under the skin and cause much irritation there. Soon after the female jigger, or burrowing flea, has buried itself in one's flesh, its body swells and becomes quite globular, being distended with a vast quantity of tiny eggs. With a needle a negro in operating carefully works round the globular body of the insect in order not to break it, as, if a single egg was left in the wound, all his trouble might be wasted. By degrees he deftly ejects the intruder, and exhibits the unbroken sac with great glee. The Guinea-worm mostly burrows in the legs of its victims, and forms a swelling like a boil, which breaks, and then the creature protrudes its head. Any attempt to pull out the worm in a few minutes is almost sure to fail, as it readily breaks, and the native way is to draw it out a few inches day by day, carefully rolling the projecting end round a small bit of wood. CRUDE SURGICAL INSTRUMENTS. Now and then savages have displayed wonderful manual skill in their surgical operations with instruments ill-adapted for their performance. Being often unprovided with steel cutting instruments, they have used such makeshifts as sharp-edged fragments of flints, crystals, obsidian or volcanic glass, and shells. The operation trephining or removing rounded pieces of bone from the skull has been done at times by natives in the East Indies with their obsidian knives. Both on the Continent and in England skulls have been found by archaeologists showing that this difficult operation was performed by our prehistoric forerunners during the Stone Age. It has been related of a Fiji Islander who had the barbed end of an arrow lodged in the side of his chest that he was operated upon by another native. The arrow had broken off about three inches from its point, and the whole of the rest was perfectly hidden from view. With a bit of charcoal the operator marked out the length of cut which he intended to make, the small wound produced by the arrow being in the centre of the mark that he drew. He then began to cut through the skin with considerable pressure. In the account of "The Kaffirs of the Hindu Kush," Sir G. S. Robertson states that fractures are bound up by them carefully with wooden splints, but at the slightest onset of pain they are taken off. "There is this to be said for the Kaffir method," he adds, "that it cannot possibly cause gangrene of the fractured limb, which is often the result of tight bandaging among other ignorant people." ——— The proposal mooted with great enthusiasm in Kerepehi last summer of establishing a motor-camp at Kerepehi is not seen likely to materialise. A difficulty has been experienced in securing a suitable site, and in the ensuing period the advocates have realised that there was hardly likely to be sufficient members to so spread the liability that it would not be a hardship.: [278, 38, 418, 1513]
business-notices-section-3: Business Notices.: [960, 42, 1110, 52]
parasites-subheading: EXTRACTING SKIN PARASITES.: [283, 357, 412, 367]
masthead: [0, 0, 1114, 36]
influenza-notice: For Influenza Colds, Woods' Great Peppermint Cure: [442, 275, 532, 293]
stock-sales-section: Stock Sales.: [560, 636, 683, 646]
alf-bridge-name: ALF. BRIDGE.: [856, 881, 919, 892]
saleyards-heading: TURUA SALEYARDS.: [574, 654, 669, 665]
wrigleys-heading: I've forgotten I ever had any nerves: [984, 417, 1086, 441]
motor-services-section: Motor Services.: [822, 42, 953, 52]
still-leaks: And Still it Leaks.: [850, 774, 925, 785]
paeroa-rugby-heading: PAEROA RUGBY UNION.: [21, 233, 117, 258]
slyfield-name: E. V. Slyfield: [726, 747, 779, 758]
column-7: [819, 38, 957, 1513]
defy-competition: We Defy All Competition !: [841, 652, 934, 695]
hemingways-name: HEMINGWAYS CORRESPONDENCE SCHOOLS: [575, 1132, 668, 1165]
noisy-lavatory-body: Hissing, Banging, Spluttering WE CAN CURE THAT, TOO ! Our Guarantee— NO CURE — NO PAY.: [843, 816, 932, 851]
column-1: FOOTBALL. THAMES VALLEY V. WAIKATO. LOCAL TEAM FOR AUGUST 17. The following is the team to represent Thames Valley against Waikato at Paeroa on August 17 :— Full-back : Hedley (Plains). Three-quarters : Graham (Plains), Bax (Paeroa), McNeil (Paeroa). Five-eighths : Dillimore (Waihi), Saunders (Waihi). Half-back : Snodgrass (Waihi). Rover : Price (Waihi). Forwards : Hume (Waihi), Beasley (Plains), McLaren (Plains), Walters (Waihi), Clarke (Plains), Payne (Piako), Mulgrew (Piako). Emergencies : Backs, Rackham (Piako), Marshall (Plains), Arkle (Piako) ; forwards, Page (Paeroa), Hearne (Waihi), Fisher (Plains). Thus it will be seen that there is only one change in the team that played Auckland last Saturday, Page being dropped and Payne taking his place. ——— PAEROA RUGBY UNION. WEEKLY MEETING. The regular meeting of the Paeroa Rugby Union management committee was held on Monday night, Mr J. Crosby, chairman, presiding over the following : Messrs J. C. McDonald, B. Neil, W. Neil, H. Robinson, E. Shaw, and W. A. Fathers, secretary. J. Ganley's registration for East juniors was accepted subject to the rules being complied with. The clearance of J. Catlin from the Hauraki Plains Union was approved, subject to his membership subscription being paid to the Turua Club. Accounts totalling £9 were passed for payment. It was decided that teams not taking the field at the appointed time should forfeit the match. It was left in the hands of the chairman to arrange a third-grade match for Saturday. The secretary was instructed to inform the Thames Valley Rugby Union that owing to a request from Piako the Paeroa-Piako match set down for September 21 had been altered to August 24. Future dates of McLean Cup fixtures were left in the hands of the secretary. It was decided to notify the Primary Schools Union that boys playing any match they must make representations to the Paeroa Rugby Union. In reply to the Basketball Association, which asked for a donation, it was decided to inform the association of the impossibility owing to the union's stringent position in regard to funds. Messrs J. M. Fox and D. Frost were appointed voluntary gatekeepers for Saturday. It was decided that the chairman should interview the Waihi-Paeroa Transport Co. and state what the union expected the company to do in the matter of the conveyance of players. DRYSDALE CUP. Following is the draw in connection with the knock-out competition for the Drysdale Cup :— August 10 : West v. Pirates ; East v. Suburbs. WILLIAMS CUP. Following is the draw for the Williams Cup :— August 10 : Suburbs v. East ; West a bye. ——— PLAINS RUGBY UNION. MEETING OF COMMITTEE. The Hauraki Plains Rugby Union met at Ngatea on Monday evening for the purpose of arranging the Dent Cup knock-out competition on Saturday next. Messrs H. Dent (president), C. S. Foster, C. Bertelsen, C. Strettern, L. Hornsey, and W. Wylde (secretary) were present. The draw resulted as follows :— Turua v. Waitakaruru, No. 1 ground, referee Mr Cleave ; Ngatea v. Kerepehi, No. 2 ground, referee Mr C. Stretton. Both matches will commence at 2.30 p.m., and the final will be played a fortnight later. As some of the clubs might have to play juniors, it was agreed that their junior status would not be affected by playing in these matches. ——— SCHOOLBOY REPRESENTATIVES. PAEROA DEFEATS PLAINS. The Paeroa Primary School Union's representatives were again successful last Saturday afternoon, beating the Hauraki Plains schoolboy team by 29 points to nil. The local boys showed greater combination, their passing movements being particularly effective. Costello, D. Duddie, E. Sparrow, and W. Gray were perhaps the most outstanding players of the Hauraki Plains fifteen. M. Costello at half back made several openings but received little support from his backs, who lacked cohesion. For Paeroa Coxhead played his usual formidable game, whilst Fulton at wing threequarter proved to be fairly speedy and made the most of all that came his way. E. (Ginger) Robinson was responsible for many brilliant movements among the backs, most of which were turned to good account. G. Morrison, B. Alley, and Bourne were the pick of the forwards. The Paeroa boys have now had four successive wins, scoring 63 points with 3 against. The visiting boys were entertained at afternoon tea by the ladies. The Paeroa representatives will now meet Piako at Te Aroha on Saturday next. The selectors are busy ticking off the names of likely boys for the Thames Valley representatives who will be called upon to defend the Roller Mills Shield in the competition which is to be held at Cambridge during the first week of the term holidays, commencing this year on Monday, August 26. Woods' Great Peppermint Cure For Children's Hacking Cough.: [0, 38, 139, 1513]
misc-ad-7: HIS Master's Voice and Columbia Gramophones sold on easy terms. Latest records in stock.—Issac Brown and Co.: [690, 220, 815, 246]
peppermint-cure-notice: Woods' Great Peppermint Cure For Children's Hacking Cough.: [24, 1184, 114, 1202]
ics-ad: [691, 809, 814, 972]
amusements-section: Amusements, Meetings, Etc.: [560, 42, 683, 52]
rugby-union-body: The regular meeting of the Paeroa Rugby Union management committee was held on Monday night, Mr J. Crosby, chairman, presiding over the following : Messrs J. C. McDonald, B. Neil, W. Neil, H. Robinson, E. Shaw, and W. A. Fathers, secretary. J. Ganley's registration for East juniors was accepted subject to the rules being complied with. The clearance of J. Catlin from the Hauraki Plains Union was approved, subject to his membership subscription being paid to the Turua Club. Accounts totalling £9 were passed for payment. It was decided that teams not taking the field at the appointed time should forfeit the match. It was left in the hands of the chairman to arrange a third-grade match for Saturday. The secretary was instructed to inform the Thames Valley Rugby Union that owing to a request from Piako the Paeroa-Piako match set down for September 21 had been altered to August 24. Future dates of McLean Cup fixtures were left in the hands of the secretary. It was decided to notify the Primary Schools Union that boys playing any match they must make representations to the Paeroa Rugby Union. In reply to the Basketball Association, which asked for a donation, it was decided to inform the association of the impossibility owing to the union's stringent position in regard to funds. Messrs J. M. Fox and D. Frost were appointed voluntary gatekeepers for Saturday. It was decided that the chairman should interview the Waihi-Paeroa Transport Co. and state what the union expected the company to do in the matter of the conveyance of players.: [3, 270, 135, 588]
eyes-body: Mr E. A. Murrell, D.B.O.A. (London), F.I.O. (England), representing the house of Balfour M. Irvine, F.S.M.C. (London), F.I.O. (England), Karangahape Road, Auckland, will visit PAEROA on TUESDAY & WEDNESDAY AUGUST 13TH & 14TH, and may be consulted at PAEROA HOTEL. Mr Murrell is a Specialist in all Eyesight troubles, and has had a wide and varied experience in all matters pertaining to sight. Glasses will not be prescribed unless absolutely necessary.: [695, 427, 810, 565]
